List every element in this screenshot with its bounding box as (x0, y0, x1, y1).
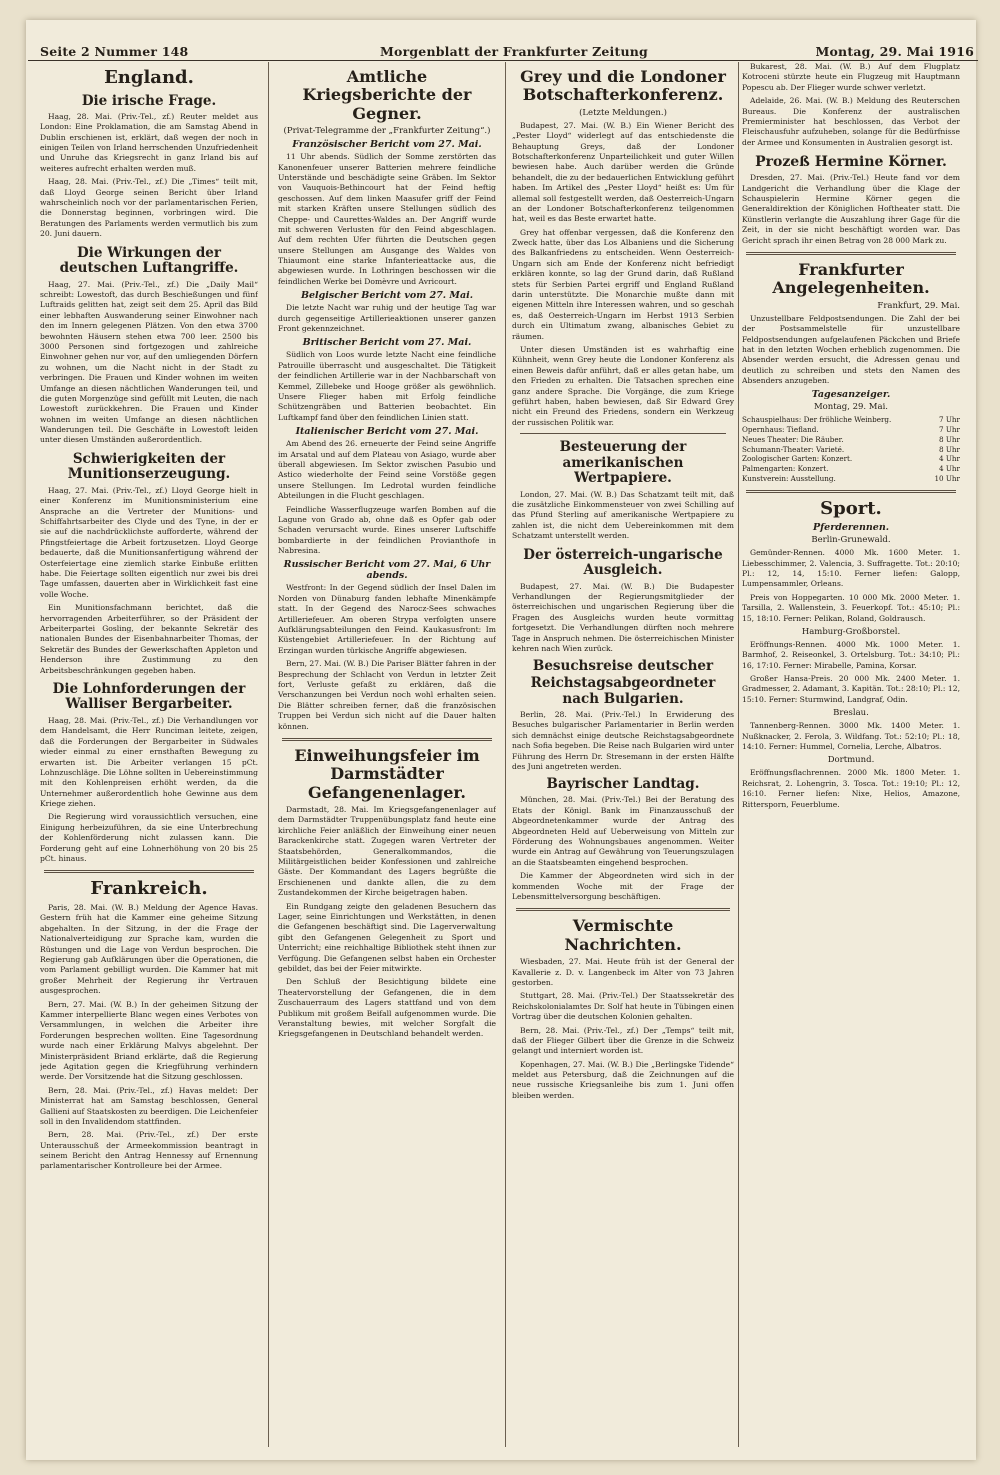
article-paragraph: Grey hat offenbar vergessen, daß die Konferenz den Zweck hatte, über das Los Albaniens und die Sicherung des Balkanfriedens zu entscheiden. Wenn Oesterreich-Ungarn sich am Ende der Konferenz nicht befriedigt erklären konnte, so lag der Grund darin, daß Rußland stets für Serbien Partei ergriff und England Rußland darin unterstützte. Die Monarchie mußte dann mit eigenen Mitteln ihre Interessen wahren, und so geschah es, daß Oesterreich-Ungarn im Herbst 1913 Serbien durch ein Ultimatum zwang, albanisches Gebiet zu räumen. (512, 227, 734, 341)
article-paragraph: Haag, 27. Mai. (Priv.-Tel., zf.) Lloyd George hielt in einer Konferenz im Munitionsministerium eine Ansprache an die Vertreter der Munitions- und Schiffahrtsarbeiter des Clyde und des Tyne, in der er sie auf die nachdrücklichste aufforderte, während der Pfingstfeiertage die Arbeit fortzusetzen. Lloyd George bedauerte, daß die Munitionsanfertigung während der Osterfeiertage eine ziemlich starke Einbuße erlitten habe. Die Feiertage sollten eigentlich nur zwei bis drei Tage umfassen, dauerten aber in Wirklichkeit fast eine volle Woche. (40, 485, 258, 599)
article-paragraph: Budapest, 27. Mai. (W. B.) Ein Wiener Bericht des „Pester Lloyd“ widerlegt auf das entschiedenste die Behauptung Greys, daß der Londoner Botschafterkonferenz Unparteilichkeit und guter Willen bewiesen habe. Auch darüber werden die Gründe behandelt, die zu der bedauerlichen Entwicklung geführt haben. Im Artikel des „Pester Lloyd“ heißt es: Um für allemal soll festgestellt werden, daß Oesterreich-Ungarn an der Londoner Botschafterkonferenz teilgenommen hat, weil es das Beste erwartet hatte. (512, 120, 734, 224)
listing-time: 7 Uhr (939, 415, 960, 425)
column-divider (505, 62, 506, 1447)
section-heading: England. (104, 67, 194, 88)
listing-time: 8 Uhr (939, 434, 960, 444)
article-paragraph: Den Schluß der Besichtigung bildete eine Theatervorstellung der Gefangenen, die in dem Zuschauerraum des Lagers stattfand und von dem Publikum mit großem Beifall aufgenommen wurde. Die Veranstaltung bewies, mit welcher Sorgfalt die Kriegsgefangenen in Deutschland behandelt werden. (278, 977, 496, 1039)
report-heading: Italienischer Bericht vom 27. Mai. (295, 426, 479, 438)
column-3 (512, 62, 734, 1447)
article-paragraph: Bukarest, 28. Mai. (W. B.) Auf dem Flugplatz Kotroceni stürzte heute ein Flugzeug mit Hauptmann Popescu ab. Der Flieger wurde schwer verletzt. (742, 62, 960, 92)
venue-heading: Berlin-Grunewald. (811, 535, 891, 546)
listing-heading: Tagesanzeiger. (811, 389, 891, 401)
article-paragraph: London, 27. Mai. (W. B.) Das Schatzamt teilt mit, daß die zusätzliche Einkommensteuer von zwei Schilling auf das Pfund Sterling auf amerikanische Wertpapiere zu zahlen ist, die nicht dem Uebereinkommen mit dem Schatzamt unterstellt werden. (512, 489, 734, 541)
article-paragraph: Die Regierung wird voraussichtlich versuchen, eine Einigung herbeizuführen, da sie eine Unterbrechung der Kohlenförderung nicht zulassen kann. Die Forderung geht auf eine Lohnerhöhung von 20 bis 25 pCt. hinaus. (40, 812, 258, 864)
listing-event: Schumann-Theater: Varieté. (742, 444, 845, 454)
listing-time: 7 Uhr (939, 425, 960, 435)
listing-row (742, 454, 960, 464)
report-heading: Französischer Bericht vom 27. Mai. (292, 139, 482, 151)
section-divider (746, 252, 956, 255)
report-heading: Britischer Bericht vom 27. Mai. (302, 337, 472, 349)
section-heading: Frankreich. (90, 878, 208, 900)
section-divider (516, 908, 730, 911)
article-paragraph: Wiesbaden, 27. Mai. Heute früh ist der General der Kavallerie z. D. v. Langenbeck im Alter von 73 Jahren gestorben. (512, 957, 734, 987)
race-result: Tannenberg-Rennen. 3000 Mk. 1400 Meter. 1. Nußknacker, 2. Ferola, 3. Wildfang. Tot.: 52:10; Pl.: 18, 14:10. Ferner: Hummel, Cornelia, Lerche, Albatros. (742, 721, 960, 752)
listing-event: Schauspielhaus: Der fröhliche Weinberg. (742, 415, 892, 425)
race-result: Preis von Hoppegarten. 10 000 Mk. 2000 Meter. 1. Tarsilla, 2. Wallenstein, 3. Feuerkopf. Tot.: 45:10; Pl.: 15, 18:10. Ferner: Pelikan, Roland, Goldrausch. (742, 592, 960, 623)
subsection-heading: Pferderennen. (812, 522, 890, 534)
section-heading: Sport. (820, 497, 882, 519)
article-heading: Bayrischer Landtag. (546, 776, 700, 793)
listing-event: Opernhaus: Tiefland. (742, 425, 819, 435)
article-paragraph: Darmstadt, 28. Mai. Im Kriegsgefangenenlager auf dem Darmstädter Truppenübungsplatz fand heute eine kirchliche Feier anläßlich der Einweihung einer neuen Barackenkirche statt. Zugegen waren Vertreter der Staatsbehörden, Generalkommandos, die Militärgeistlichen beider Konfessionen und zahlreiche Gäste. Der Kommandant des Lagers begrüßte die Erschienenen und dankte allen, die zu dem Zustandekommen der Kirche beigetragen haben. (278, 805, 496, 898)
report-heading: Russischer Bericht vom 27. Mai, 6 Uhr abends. (283, 559, 491, 582)
article-paragraph: Adelaide, 26. Mai. (W. B.) Meldung des Reuterschen Bureaus. Die Konferenz der australischen Premierminister hat beschlossen, das Verbot der Fleischausfuhr aufzuheben, solange für die Bedürfnisse der Armee und Konsumenten in Australien gesorgt ist. (742, 96, 960, 147)
section-divider (282, 738, 492, 741)
listing-event: Kunstverein: Ausstellung. (742, 473, 836, 483)
article-paragraph: Bern, 27. Mai. (W. B.) Die Pariser Blätter fahren in der Besprechung der Schlacht von Verdun in letzter Zeit fort, Verluste gefaßt zu erklären, daß die Verschanzungen bei Verdun noch wohl erhalten seien. Die Blätter schreiben ferner, daß die französischen Truppen bei Verdun sich nicht auf die Dauer halten können. (278, 659, 496, 731)
column-divider (268, 62, 269, 1447)
article-paragraph: Bern, 28. Mai. (Priv.-Tel., zf.) Der „Temps“ teilt mit, daß der Flieger Gilbert über die Grenze in die Schweiz gelangt und interniert worden ist. (512, 1025, 734, 1056)
race-result: Gemünder-Rennen. 4000 Mk. 1600 Meter. 1. Liebesschimmer, 2. Valencia, 3. Suffragette. Tot.: 20:10; Pl.: 12, 14, 15:10. Ferner liefen: Galopp, Lumpensammler, Orleans. (742, 548, 960, 589)
section-note: (Privat-Telegramme der „Frankfurter Zeitung“.) (283, 126, 491, 137)
article-paragraph: Haag, 28. Mai. (Priv.-Tel., zf.) Die Verhandlungen vor dem Handelsamt, die Herr Runciman leitete, zeigen, daß die Forderungen der Bergarbeiter in Südwales wieder einmal zu einer ernsthaften Bewegung zu erwarten ist. Die Arbeiter verlangen 15 pCt. Lohnzuschläge. Die Löhne sollten in Uebereinstimmung mit den Kohlenpreisen erhöht werden, da die Unternehmer außerordentlich hohe Gewinne aus dem Kriege ziehen. (40, 715, 258, 809)
article-paragraph: München, 28. Mai. (Priv.-Tel.) Bei der Beratung des Etats der Königl. Bank im Finanzausschuß der Abgeordnetenkammer wurde der Antrag des Abgeordneten Held auf Ueberweisung von Mitteln zur Förderung des Wohnungsbaues angenommen. Weiter wurde ein Antrag auf Gewährung von Teuerungszulagen an die Staatsbeamten eingehend besprochen. (512, 795, 734, 867)
article-paragraph: Haag, 27. Mai. (Priv.-Tel., zf.) Die „Daily Mail“ schreibt: Lowestoft, das durch Beschießungen und fünf Luftraids gelitten hat, zeigt seit dem 25. April das Bild einer lebhaften Auswanderung seiner Einwohner nach den im Innern gelegenen Plätzen. Von den etwa 3700 bewohnten Häusern stehen etwa 700 leer. 2500 bis 3000 Personen sind fortgezogen und zahlreiche Einwohner gehen nur vor, auf den umliegenden Dörfern zu wohnen, um die Nacht nicht in der Stadt zu verbringen. Die Frauen und Kinder wohnen im weiten Umfange an diesen nächtlichen Wanderungen teil, und die guten Morgenzüge sind gefüllt mit Leuten, die nach Lowestoft zurückkehren. Die Frauen und Kinder wohnen im weiten Umfange an diesen nächtlichen Wanderungen teil. Die Geschäfte in Lowestoft leiden unter diesen Umständen außerordentlich. (40, 279, 258, 445)
listing-row (742, 445, 960, 455)
article-paragraph: Unzustellbare Feldpostsendungen. Die Zahl der bei der Postsammelstelle für unzustellbare Feldpostsendungen aufgelaufenen Päckchen und Briefe hat in den letzten Wochen erheblich zugenommen. Die Absender werden ersucht, die Adressen genau und deutlich zu schreiben und stets den Namen des Absenders anzugeben. (742, 313, 960, 386)
listing-event: Zoologischer Garten: Konzert. (742, 454, 853, 464)
race-result: Eröffnungs-Rennen. 4000 Mk. 1000 Meter. 1. Barmhof, 2. Reiseonkel, 3. Ortelsburg. Tot.: 34:10; Pl.: 16, 17:10. Ferner: Mirabelle, Pamina, Korsar. (742, 639, 960, 670)
listing-time: 4 Uhr (939, 454, 960, 464)
article-paragraph: Bern, 28. Mai. (Priv.-Tel., zf.) Der erste Unterausschuß der Armeekommission beantragt in seinem Bericht den Antrag Hennessy auf Ernennung parlamentarischer Kontrolleure bei der Armee. (40, 1130, 258, 1171)
section-divider (520, 433, 726, 434)
race-result: Großer Hansa-Preis. 20 000 Mk. 2400 Meter. 1. Gradmesser, 2. Adamant, 3. Kapitän. Tot.: 28:10; Pl.: 12, 15:10. Ferner: Sturmwind, Landgraf, Odin. (742, 674, 960, 704)
listing-row (742, 464, 960, 474)
dateline: Frankfurt, 29. Mai. (877, 300, 960, 311)
article-paragraph: Dresden, 27. Mai. (Priv.-Tel.) Heute fand vor dem Landgericht die Verhandlung über die Klage der Schauspielerin Hermine Körner gegen die Generaldirektion der Königlichen Hoftheater statt. Die Künstlerin verlangte die Auszahlung ihrer Gage für die Zeit, in der sie nicht beschäftigt worden war. Das Gericht sprach ihr einen Betrag von 28 000 Mark zu. (742, 173, 960, 245)
article-paragraph: Westfront: In der Gegend südlich der Insel Dalen im Norden von Dünaburg fanden lebhafte Minenkämpfe statt. In der Gegend des Narocz-Sees schwaches Artilleriefeuer. Am oberen Strypa verfolgten unsere Aufklärungsabteilungen den Feind. Kaukasusfront: Im Küstengebiet Artilleriefeuer. In der Richtung auf Erzingan wurden türkische Angriffe abgewiesen. (278, 583, 496, 655)
listing-row (742, 415, 960, 425)
page-number: Seite 2 Nummer 148 (40, 44, 189, 59)
article-paragraph: Südlich von Loos wurde letzte Nacht eine feindliche Patrouille überrascht und ausgeschaltet. Die Tätigkeit der feindlichen Artillerie war in der Nachbarschaft von Kemmel, Zillebeke und Hooge größer als gewöhnlich. Unsere Flieger haben mit Erfolg feindliche Schützengräben und Batterien beobachtet. Ein Luftkampf fand über den feindlichen Linien statt. (278, 350, 496, 422)
listing-date: Montag, 29. Mai. (813, 402, 889, 413)
article-paragraph: Unter diesen Umständen ist es wahrhaftig eine Kühnheit, wenn Grey heute die Londoner Konferenz als einen Beweis dafür anführt, daß er alles getan habe, um den Frieden zu erhalten. Die Tatsachen sprechen eine ganz andere Sprache. Die Vorgänge, die zum Kriege geführt haben, haben bewiesen, daß Sir Edward Grey nicht ein Freund des Friedens, sondern ein Werkzeug der russischen Politik war. (512, 344, 734, 427)
report-heading: Belgischer Bericht vom 27. Mai. (300, 290, 474, 302)
section-note: (Letzte Meldungen.) (579, 107, 667, 118)
article-paragraph: Berlin, 28. Mai. (Priv.-Tel.) In Erwiderung des Besuches bulgarischer Parlamentarier in Berlin werden sich demnächst einige deutsche Reichstagsabgeordnete nach Sofia begeben. Die Reise nach Bulgarien wird unter Führung des Herrn Dr. Stresemann in der ersten Hälfte des Juni angetreten werden. (512, 709, 734, 771)
section-divider (746, 490, 956, 493)
listing-event: Neues Theater: Die Räuber. (742, 434, 844, 444)
article-heading: Schwierigkeiten der Munitionserzeugung. (67, 450, 231, 483)
listing-time: 4 Uhr (939, 464, 960, 474)
article-paragraph: Die letzte Nacht war ruhig und der heutige Tag war durch gegenseitige Artillerieaktionen unserer ganzen Front gekennzeichnet. (278, 303, 496, 334)
article-paragraph: Feindliche Wasserflugzeuge warfen Bomben auf die Lagune von Grado ab, ohne daß es Opfer gab oder Schaden verursacht wurde. Eines unserer Luftschiffe bombardierte in der feindlichen Provianthofe in Nabresina. (278, 504, 496, 556)
section-divider (44, 870, 254, 873)
article-paragraph: Bern, 28. Mai. (Priv.-Tel., zf.) Havas meldet: Der Ministerrat hat am Samstag beschlossen, General Gallieni auf Staatskosten zu beerdigen. Die Leichenfeier soll in den Invalidendom stattfinden. (40, 1085, 258, 1126)
article-paragraph: Die Kammer der Abgeordneten wird sich in der kommenden Woche mit der Frage der Lebensmittelversorgung beschäftigen. (512, 871, 734, 901)
column-2 (278, 62, 496, 1447)
section-heading: Amtliche Kriegsberichte der Gegner. (302, 67, 472, 123)
masthead (40, 44, 974, 60)
article-heading: Prozeß Hermine Körner. (755, 154, 947, 171)
venue-heading: Dortmund. (827, 755, 875, 766)
section-heading: Frankfurter Angelegenheiten. (772, 259, 930, 298)
article-heading: Der österreich-ungarische Ausgleich. (523, 546, 723, 579)
header-rule (28, 60, 978, 61)
article-heading: Die Wirkungen der deutschen Luftangriffe. (59, 244, 239, 277)
article-paragraph: Haag, 28. Mai. (Priv.-Tel., zf.) Reuter meldet aus London: Eine Proklamation, die am Samstag Abend in Dublin erschienen ist, erklärt, daß wegen der noch in einigen Teilen von Irland herrschenden Unzufriedenheit und Unruhe das Kriegsrecht in ganz Irland bis auf weiteres aufrecht erhalten werden muß. (40, 111, 258, 173)
article-paragraph: Paris, 28. Mai. (W. B.) Meldung der Agence Havas. Gestern früh hat die Kammer eine geheime Sitzung abgehalten. In der Sitzung, in der die Frage der Nationalverteidigung zur Sprache kam, wurden die Rüstungen und die Lage von Verdun besprochen. Die Regierung gab Aufklärungen über die Operationen, die vom Parlament gebilligt wurden. Die Kammer hat mit großer Mehrheit der Regierung ihr Vertrauen ausgesprochen. (40, 903, 258, 996)
section-heading: Vermischte Nachrichten. (564, 916, 682, 954)
article-paragraph: 11 Uhr abends. Südlich der Somme zerstörten das Kanonenfeuer unserer Batterien mehrere feindliche Unterstände und beschädigte seine Gräben. Im Sektor von Vauquois-Bethincourt hat der Feind heftig geschossen. Auf dem linken Maasufer griff der Feind mit starken Kräften unsere Stellungen südlich des Cheppe- und Caurettes-Waldes an. Der Angriff wurde mit schweren Verlusten für den Feind abgeschlagen. Auf dem rechten Ufer führten die Deutschen gegen unsere Stellungen am Ausgange des Waldes von Thiaumont eine starke Infanterieattacke aus, die abgewiesen wurde. In Lothringen beschossen wir die feindlichen Werke bei Domèvre und Avricourt. (278, 152, 496, 286)
venue-heading: Breslau. (833, 708, 869, 719)
race-result: Eröffnungsflachrennen. 2000 Mk. 1800 Meter. 1. Reichsrat, 2. Lohengrin, 3. Tosca. Tot.: 19:10; Pl.: 12, 16:10. Ferner liefen: Nixe, Helios, Amazone, Rittersporn, Feuerblume. (742, 768, 960, 809)
issue-date: Montag, 29. Mai 1916 (815, 44, 974, 59)
article-paragraph: Haag, 28. Mai. (Priv.-Tel., zf.) Die „Times“ teilt mit, daß Lloyd George seinen Bericht über Irland wahrscheinlich noch vor der parlamentarischen Ferien, die Donnerstag beginnen, vorbringen wird. Die Beratungen des Parlaments werden vermutlich bis zum 20. Juni dauern. (40, 177, 258, 239)
listing-time: 8 Uhr (939, 444, 960, 454)
venue-heading: Hamburg-Großborstel. (801, 626, 901, 637)
column-1 (40, 62, 258, 1447)
listing-row (742, 435, 960, 445)
section-heading: Einweihungsfeier im Darmstädter Gefangenenlager. (294, 745, 480, 802)
listing-row (742, 474, 960, 484)
article-heading: Besuchsreise deutscher Reichstagsabgeordneter nach Bulgarien. (530, 658, 716, 707)
listing-row (742, 425, 960, 435)
article-paragraph: Bern, 27. Mai. (W. B.) In der geheimen Sitzung der Kammer interpellierte Blanc wegen eines Verbotes von Versammlungen, in welchen die Arbeiter ihre Forderungen besprechen wollten. Eine Tagesordnung wurde nach einer Erklärung Malvys abgelehnt. Der Ministerpräsident Briand erklärte, daß die Regierung jede Agitation gegen die Kriegführung verhindern werde. Der Vorsitzende hat die Sitzung geschlossen. (40, 999, 258, 1082)
article-paragraph: Stuttgart, 28. Mai. (Priv.-Tel.) Der Staatssekretär des Reichskolonialamtes Dr. Solf hat heute in Tübingen einen Vortrag über die deutschen Kolonien gehalten. (512, 991, 734, 1022)
article-paragraph: Am Abend des 26. erneuerte der Feind seine Angriffe im Arsatal und auf dem Plateau von Asiago, wurde aber überall abgewiesen. Im Sektor zwischen Pasubio und Astico wiederholte der Feind seine Vorstöße gegen unsere Stellungen. Im Ledrotal wurden feindliche Abteilungen in die Flucht geschlagen. (278, 439, 496, 501)
listing-time: 10 Uhr (934, 473, 960, 483)
column-divider (738, 62, 739, 1447)
column-4 (742, 62, 960, 1447)
article-heading: Die irische Frage. (81, 92, 217, 109)
article-paragraph: Kopenhagen, 27. Mai. (W. B.) Die „Berlingske Tidende“ meldet aus Petersburg, daß die Zeichnungen auf die neue russische Kriegsanleihe bis zum 1. Juni offen bleiben werden. (512, 1059, 734, 1100)
article-paragraph: Budapest, 27. Mai. (W. B.) Die Budapester Verhandlungen der Regierungsmitglieder der österreichischen und ungarischen Regierung über die Fragen des Ausgleichs wurden heute vormittag fortgesetzt. Die Verhandlungen dürften noch mehrere Tage in Anspruch nehmen. Die österreichischen Minister kehren nach Wien zurück. (512, 581, 734, 653)
newspaper-title: Morgenblatt der Frankfurter Zeitung (380, 44, 648, 59)
article-heading: Besteuerung der amerikanischen Wertpapiere. (559, 439, 687, 487)
event-listing (742, 415, 960, 483)
section-heading: Grey und die Londoner Botschafterkonferenz. (520, 67, 726, 105)
article-heading: Die Lohnforderungen der Walliser Bergarbeiter. (52, 680, 246, 713)
listing-event: Palmengarten: Konzert. (742, 464, 829, 474)
article-paragraph: Ein Rundgang zeigte den geladenen Besuchern das Lager, seine Einrichtungen und Werkstätten, in denen die Gefangenen beschäftigt sind. Die Lagerverwaltung gibt den Gefangenen Gelegenheit zu Sport und Unterricht; eine reichhaltige Bibliothek steht ihnen zur Verfügung. Die Gefangenen selbst haben ein Orchester gebildet, das bei der Feier mitwirkte. (278, 901, 496, 973)
article-paragraph: Ein Munitionsfachmann berichtet, daß die hervorragenden Arbeiterführer, so der Präsident der Arbeiterpartei Gosling, der bekannte Sekretär des nationalen Bundes der Eisenbahnarbeiter Thomas, der Sekretär des Bundes der Gewerkschaften Appleton und Henderson ihre Zustimmung zu den Arbeitsbeschränkungen gegeben haben. (40, 603, 258, 675)
